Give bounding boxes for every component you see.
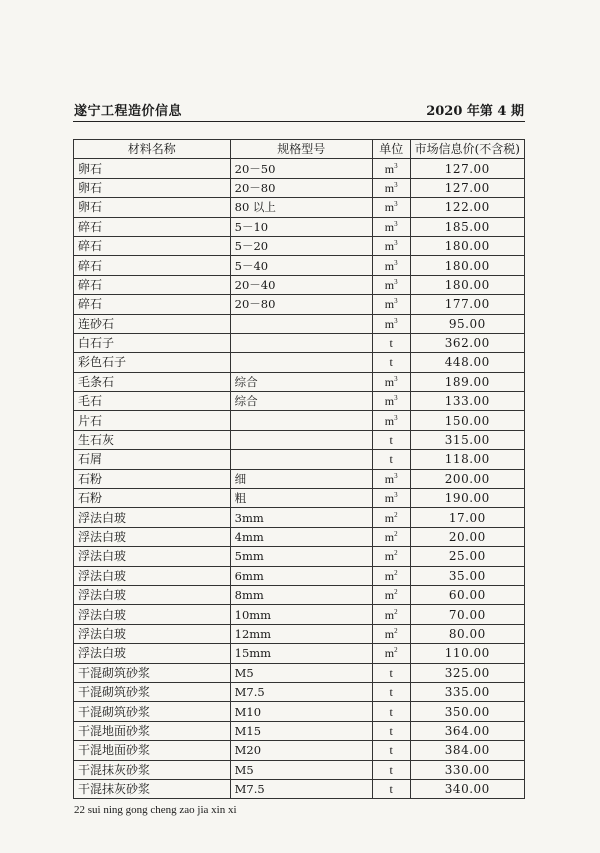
spec-cell: 4mm <box>230 527 372 546</box>
spec-cell: 5－40 <box>230 256 372 275</box>
price-cell: 95.00 <box>410 314 524 333</box>
material-name-cell: 干混砌筑砂浆 <box>74 682 231 701</box>
price-cell: 185.00 <box>410 217 524 236</box>
table-row <box>74 450 525 469</box>
spec-cell: 20－40 <box>230 275 372 294</box>
price-cell: 340.00 <box>410 779 524 798</box>
price-cell: 20.00 <box>410 527 524 546</box>
spec-cell <box>230 411 372 430</box>
header-rule <box>73 121 525 122</box>
material-name-cell: 浮法白玻 <box>74 566 231 585</box>
spec-cell: 细 <box>230 469 372 488</box>
table-row <box>74 682 525 701</box>
unit-symbol: m <box>384 530 395 544</box>
unit-cell <box>372 702 410 721</box>
material-name-cell: 白石子 <box>74 333 231 352</box>
spec-cell <box>230 353 372 372</box>
unit-symbol: t <box>389 336 393 351</box>
material-name-cell: 生石灰 <box>74 430 231 449</box>
spec-cell: 综合 <box>230 372 372 391</box>
unit-symbol: m <box>384 549 395 564</box>
unit-symbol: t <box>389 743 393 758</box>
unit-symbol: m <box>384 510 395 525</box>
spec-cell: 8mm <box>230 585 372 604</box>
spec-cell: M20 <box>230 741 372 760</box>
issue-label: 2020 年第 4 期 <box>426 104 524 119</box>
table-row <box>74 198 525 217</box>
price-cell: 80.00 <box>410 624 524 643</box>
table-row <box>74 779 525 798</box>
table-header-row <box>74 140 525 159</box>
material-name-cell: 连砂石 <box>74 314 231 333</box>
price-cell: 17.00 <box>410 508 524 527</box>
unit-symbol: m <box>384 374 395 389</box>
spec-cell <box>230 430 372 449</box>
unit-exponent: 3 <box>394 258 398 267</box>
publication-title: 遂宁工程造价信息 <box>74 104 183 119</box>
spec-cell: 15mm <box>230 644 372 663</box>
table-row <box>74 217 525 236</box>
unit-symbol: m <box>384 568 395 583</box>
unit-cell <box>372 489 410 508</box>
unit-symbol: m <box>384 161 395 176</box>
material-name-cell: 卵石 <box>74 198 231 217</box>
material-name-cell: 碎石 <box>74 217 231 236</box>
material-name-cell: 干混地面砂浆 <box>74 741 231 760</box>
unit-cell <box>372 353 410 372</box>
unit-exponent: 2 <box>394 568 398 577</box>
table-row <box>74 275 525 294</box>
unit-symbol: t <box>389 723 393 738</box>
material-name-cell: 干混砌筑砂浆 <box>74 702 231 721</box>
unit-cell <box>372 333 410 352</box>
price-cell: 350.00 <box>410 702 524 721</box>
material-name-cell: 毛条石 <box>74 372 231 391</box>
table-row <box>74 236 525 255</box>
material-name-cell: 浮法白玻 <box>74 624 231 643</box>
price-cell: 60.00 <box>410 585 524 604</box>
material-name-cell: 浮法白玻 <box>74 508 231 527</box>
unit-cell <box>372 198 410 217</box>
unit-cell <box>372 547 410 566</box>
unit-symbol: m <box>384 626 395 641</box>
price-cell: 384.00 <box>410 741 524 760</box>
spec-cell: 5－10 <box>230 217 372 236</box>
price-cell: 180.00 <box>410 236 524 255</box>
unit-symbol: m <box>384 258 395 273</box>
column-header-name: 材料名称 <box>74 140 231 159</box>
unit-symbol: m <box>384 491 395 506</box>
price-cell: 70.00 <box>410 605 524 624</box>
spec-cell <box>230 314 372 333</box>
unit-cell <box>372 256 410 275</box>
table-row <box>74 295 525 314</box>
material-name-cell: 石屑 <box>74 450 231 469</box>
unit-exponent: 3 <box>394 161 398 170</box>
unit-cell <box>372 372 410 391</box>
spec-cell: M5 <box>230 663 372 682</box>
table-row <box>74 469 525 488</box>
table-row <box>74 430 525 449</box>
unit-cell <box>372 430 410 449</box>
unit-cell <box>372 585 410 604</box>
unit-symbol: m <box>384 180 395 195</box>
unit-symbol: t <box>389 355 393 370</box>
material-name-cell: 干混地面砂浆 <box>74 721 231 740</box>
spec-cell <box>230 450 372 469</box>
material-name-cell: 浮法白玻 <box>74 605 231 624</box>
table-row <box>74 508 525 527</box>
material-name-cell: 浮法白玻 <box>74 527 231 546</box>
unit-exponent: 3 <box>394 491 398 500</box>
spec-cell: 5mm <box>230 547 372 566</box>
material-name-cell: 干混砌筑砂浆 <box>74 663 231 682</box>
unit-symbol: m <box>384 413 395 428</box>
unit-exponent: 3 <box>394 413 398 422</box>
spec-cell: 综合 <box>230 392 372 411</box>
unit-exponent: 3 <box>394 297 398 306</box>
unit-exponent: 2 <box>394 530 398 538</box>
unit-symbol: t <box>389 685 393 700</box>
spec-cell: 粗 <box>230 489 372 508</box>
table-row <box>74 663 525 682</box>
price-cell: 118.00 <box>410 450 524 469</box>
unit-cell <box>372 760 410 779</box>
unit-exponent: 2 <box>394 646 398 655</box>
material-name-cell: 石粉 <box>74 489 231 508</box>
unit-symbol: m <box>384 394 395 409</box>
price-cell: 122.00 <box>410 198 524 217</box>
unit-exponent: 3 <box>394 239 398 248</box>
unit-exponent: 2 <box>394 588 398 597</box>
price-cell: 335.00 <box>410 682 524 701</box>
unit-cell <box>372 314 410 333</box>
unit-symbol: m <box>384 277 395 292</box>
unit-cell <box>372 236 410 255</box>
price-cell: 127.00 <box>410 159 524 178</box>
unit-symbol: t <box>389 665 393 680</box>
price-cell: 133.00 <box>410 392 524 411</box>
material-name-cell: 浮法白玻 <box>74 547 231 566</box>
table-row <box>74 547 525 566</box>
price-cell: 189.00 <box>410 372 524 391</box>
spec-cell: 20－80 <box>230 178 372 197</box>
table-row <box>74 333 525 352</box>
unit-exponent: 3 <box>394 471 398 480</box>
unit-cell <box>372 469 410 488</box>
spec-cell: M15 <box>230 721 372 740</box>
table-row <box>74 411 525 430</box>
material-name-cell: 卵石 <box>74 159 231 178</box>
unit-symbol: m <box>384 297 395 312</box>
table-row <box>74 566 525 585</box>
unit-cell <box>372 217 410 236</box>
material-name-cell: 浮法白玻 <box>74 585 231 604</box>
unit-cell <box>372 450 410 469</box>
unit-cell <box>372 411 410 430</box>
column-header-unit: 单位 <box>372 140 410 159</box>
unit-cell <box>372 178 410 197</box>
spec-cell: M10 <box>230 702 372 721</box>
table-row <box>74 314 525 333</box>
table-row <box>74 353 525 372</box>
table-row <box>74 178 525 197</box>
unit-cell <box>372 295 410 314</box>
unit-cell <box>372 159 410 178</box>
unit-cell <box>372 566 410 585</box>
unit-symbol: t <box>389 704 393 719</box>
price-cell: 364.00 <box>410 721 524 740</box>
table-row <box>74 624 525 643</box>
unit-cell <box>372 644 410 663</box>
unit-cell <box>372 508 410 527</box>
unit-symbol: m <box>384 646 395 661</box>
price-cell: 177.00 <box>410 295 524 314</box>
material-name-cell: 彩色石子 <box>74 353 231 372</box>
unit-symbol: t <box>389 782 393 797</box>
spec-cell: 80 以上 <box>230 198 372 217</box>
unit-cell <box>372 527 410 546</box>
table-row <box>74 372 525 391</box>
spec-cell: 10mm <box>230 605 372 624</box>
unit-symbol: m <box>384 607 395 622</box>
unit-exponent: 2 <box>394 607 398 616</box>
spec-cell: M7.5 <box>230 682 372 701</box>
price-cell: 180.00 <box>410 275 524 294</box>
material-name-cell: 干混抹灰砂浆 <box>74 760 231 779</box>
unit-cell <box>372 392 410 411</box>
table-row <box>74 585 525 604</box>
spec-cell: 12mm <box>230 624 372 643</box>
material-name-cell: 碎石 <box>74 275 231 294</box>
spec-cell <box>230 333 372 352</box>
price-cell: 110.00 <box>410 644 524 663</box>
table-row <box>74 489 525 508</box>
unit-symbol: m <box>384 239 395 254</box>
price-cell: 330.00 <box>410 760 524 779</box>
spec-cell: 6mm <box>230 566 372 585</box>
page-header <box>74 100 524 122</box>
unit-cell <box>372 663 410 682</box>
price-cell: 200.00 <box>410 469 524 488</box>
table-row <box>74 392 525 411</box>
column-header-spec: 规格型号 <box>230 140 372 159</box>
table-row <box>74 256 525 275</box>
price-cell: 127.00 <box>410 178 524 197</box>
material-name-cell: 毛石 <box>74 392 231 411</box>
unit-cell <box>372 779 410 798</box>
unit-cell <box>372 624 410 643</box>
price-cell: 190.00 <box>410 489 524 508</box>
table-row <box>74 741 525 760</box>
material-name-cell: 干混抹灰砂浆 <box>74 779 231 798</box>
material-name-cell: 石粉 <box>74 469 231 488</box>
unit-exponent: 3 <box>394 277 398 286</box>
unit-exponent: 3 <box>394 180 398 189</box>
material-name-cell: 片石 <box>74 411 231 430</box>
table-row <box>74 702 525 721</box>
table-row <box>74 527 525 546</box>
material-name-cell: 碎石 <box>74 236 231 255</box>
price-cell: 35.00 <box>410 566 524 585</box>
unit-symbol: t <box>389 452 393 467</box>
unit-exponent: 3 <box>394 219 398 228</box>
unit-symbol: m <box>384 200 395 215</box>
material-name-cell: 卵石 <box>74 178 231 197</box>
price-cell: 150.00 <box>410 411 524 430</box>
price-cell: 315.00 <box>410 430 524 449</box>
table-row <box>74 760 525 779</box>
unit-exponent: 2 <box>394 549 398 558</box>
unit-exponent: 3 <box>394 200 398 209</box>
table-row <box>74 605 525 624</box>
spec-cell: 3mm <box>230 508 372 527</box>
unit-exponent: 3 <box>394 374 398 383</box>
unit-symbol: m <box>384 316 395 331</box>
table-row <box>74 721 525 740</box>
price-cell: 180.00 <box>410 256 524 275</box>
spec-cell: 20－80 <box>230 295 372 314</box>
spec-cell: 5－20 <box>230 236 372 255</box>
table-body <box>74 159 525 799</box>
price-cell: 448.00 <box>410 353 524 372</box>
unit-symbol: t <box>389 433 393 448</box>
spec-cell: M5 <box>230 760 372 779</box>
table-row <box>74 644 525 663</box>
unit-exponent: 3 <box>394 394 398 403</box>
unit-exponent: 2 <box>394 626 398 635</box>
material-name-cell: 浮法白玻 <box>74 644 231 663</box>
unit-cell <box>372 721 410 740</box>
price-cell: 325.00 <box>410 663 524 682</box>
unit-symbol: m <box>384 219 395 234</box>
table-row <box>74 159 525 178</box>
unit-exponent: 3 <box>394 316 398 325</box>
unit-symbol: m <box>384 471 395 486</box>
column-header-price: 市场信息价(不含税) <box>410 140 524 159</box>
price-cell: 25.00 <box>410 547 524 566</box>
unit-cell <box>372 275 410 294</box>
material-name-cell: 碎石 <box>74 256 231 275</box>
spec-cell: 20－50 <box>230 159 372 178</box>
spec-cell: M7.5 <box>230 779 372 798</box>
unit-symbol: m <box>384 588 395 603</box>
unit-symbol: t <box>389 762 393 777</box>
material-name-cell: 碎石 <box>74 295 231 314</box>
unit-cell <box>372 605 410 624</box>
price-cell: 362.00 <box>410 333 524 352</box>
price-table <box>73 139 525 799</box>
unit-cell <box>372 741 410 760</box>
unit-cell <box>372 682 410 701</box>
page-footer: 22 sui ning gong cheng zao jia xin xi <box>74 804 237 816</box>
unit-exponent: 2 <box>394 510 398 519</box>
